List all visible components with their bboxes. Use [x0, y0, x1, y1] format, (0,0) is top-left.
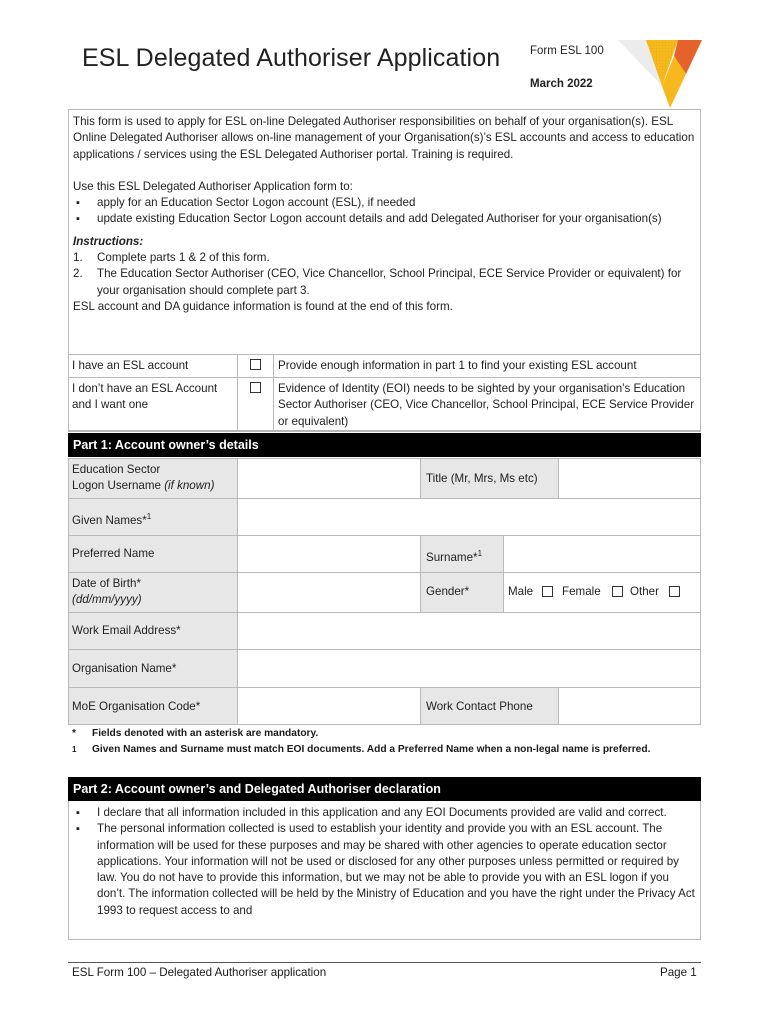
form-number: Form ESL 100 [530, 45, 604, 57]
guidance-note: ESL account and DA guidance information is found at the end of this form. [73, 299, 453, 313]
footer-title: ESL Form 100 – Delegated Authoriser application [72, 966, 327, 979]
work-phone-input[interactable] [558, 687, 701, 725]
form-date: March 2022 [530, 78, 593, 90]
work-phone-label: Work Contact Phone [426, 700, 533, 713]
no-account-description: Evidence of Identity (EOI) needs to be sighted by your organisation’s Education Sector Authoriser (CEO, Vice Chancellor, School Principal, ECE Service Provider or equivalent) [278, 382, 695, 428]
no-account-checkbox[interactable] [250, 382, 261, 393]
given-names-label: Given Names*$^1$ [72, 512, 152, 527]
given-names-input[interactable] [237, 498, 701, 536]
gender-female-label: Female [562, 585, 601, 598]
work-email-input[interactable] [237, 612, 701, 650]
org-name-input[interactable] [237, 649, 701, 688]
use-heading: Use this ESL Delegated Authoriser Application form to: [73, 179, 353, 193]
ministry-logo-icon [616, 38, 706, 110]
has-account-description: Provide enough information in part 1 to find your existing ESL account [278, 359, 637, 372]
note-mandatory: * Fields denoted with an asterisk are mandatory. [72, 728, 319, 739]
work-email-label: Work Email Address* [72, 624, 181, 637]
intro-paragraph: This form is used to apply for ESL on-line Delegated Authoriser responsibilities on behalf of your organisation(s). ESL Online Delegated Authoriser allows on-line management of your Organisation(s)’s ESL accounts and access to education applications / services using the ESL Delegated Authoriser portal. Training is required. [73, 115, 695, 161]
title-input[interactable] [558, 458, 701, 499]
declaration-item: ▪ I declare that all information included in this application and any EOI Documents provided are valid and correct. [73, 805, 697, 821]
gender-other-label: Other [630, 585, 659, 598]
field-notes [72, 726, 702, 757]
username-input[interactable] [237, 458, 421, 499]
part1-heading: Part 1: Account owner’s details [68, 433, 701, 457]
page-number: Page 1 [660, 966, 697, 979]
list-item: ▪ update existing Education Sector Logon account details and add Delegated Authoriser for your organisation(s) [73, 211, 697, 227]
instructions-list [73, 250, 697, 299]
gender-male-checkbox[interactable] [542, 586, 553, 597]
use-list [73, 195, 697, 228]
dob-input[interactable] [237, 572, 421, 613]
list-item: 1. Complete parts 1 & 2 of this form. [73, 251, 270, 265]
surname-label: Surname*$^1$ [426, 549, 483, 564]
moe-code-label: MoE Organisation Code* [72, 700, 201, 713]
instructions-heading: Instructions: [73, 234, 144, 248]
list-item: 2. The Education Sector Authoriser (CEO, Vice Chancellor, School Principal, ECE Service Provider or equivalent) for your organisation should complete part 3. [73, 267, 682, 297]
part2-heading: Part 2: Account owner’s and Delegated Authoriser declaration [68, 777, 701, 801]
has-account-checkbox[interactable] [250, 359, 261, 370]
title-label: Title (Mr, Mrs, Ms etc) [426, 472, 538, 485]
footer-divider [68, 962, 701, 963]
username-label: Education Sector Logon Username (if known) [72, 463, 215, 493]
gender-label: Gender* [426, 585, 470, 598]
preferred-name-label: Preferred Name [72, 547, 155, 560]
moe-code-input[interactable] [237, 687, 421, 725]
org-name-label: Organisation Name* [72, 662, 177, 675]
gender-male-label: Male [508, 585, 534, 598]
part2-box [68, 801, 701, 940]
note-names: 1 Given Names and Surname must match EOI documents. Add a Preferred Name when a non-legal name is preferred. [72, 743, 651, 755]
declaration-item: ▪ The personal information collected is used to establish your identity and provide you with an ESL account. The information will be used for these purposes and may be shared with other agencies to operate education sector applications. Your information will not be used or disclosed for any other purposes unless permitted or required by law. You do not have to provide this information, but we may not be able to provide you with an ESL logon if you don’t. The information collected will be held by the Ministry of Education and you have the right under the Privacy Act 1993 to request access to and [73, 821, 697, 919]
gender-female-checkbox[interactable] [612, 586, 623, 597]
preferred-name-input[interactable] [237, 535, 421, 573]
gender-other-checkbox[interactable] [669, 586, 680, 597]
has-account-label: I have an ESL account [72, 359, 189, 372]
surname-input[interactable] [503, 535, 701, 573]
dob-label: Date of Birth* (dd/mm/yyyy) [72, 577, 142, 607]
list-item: ▪ apply for an Education Sector Logon account (ESL), if needed [73, 195, 697, 211]
form-title: ESL Delegated Authoriser Application [82, 44, 501, 72]
no-account-label: I don’t have an ESL Account and I want one [72, 382, 218, 412]
